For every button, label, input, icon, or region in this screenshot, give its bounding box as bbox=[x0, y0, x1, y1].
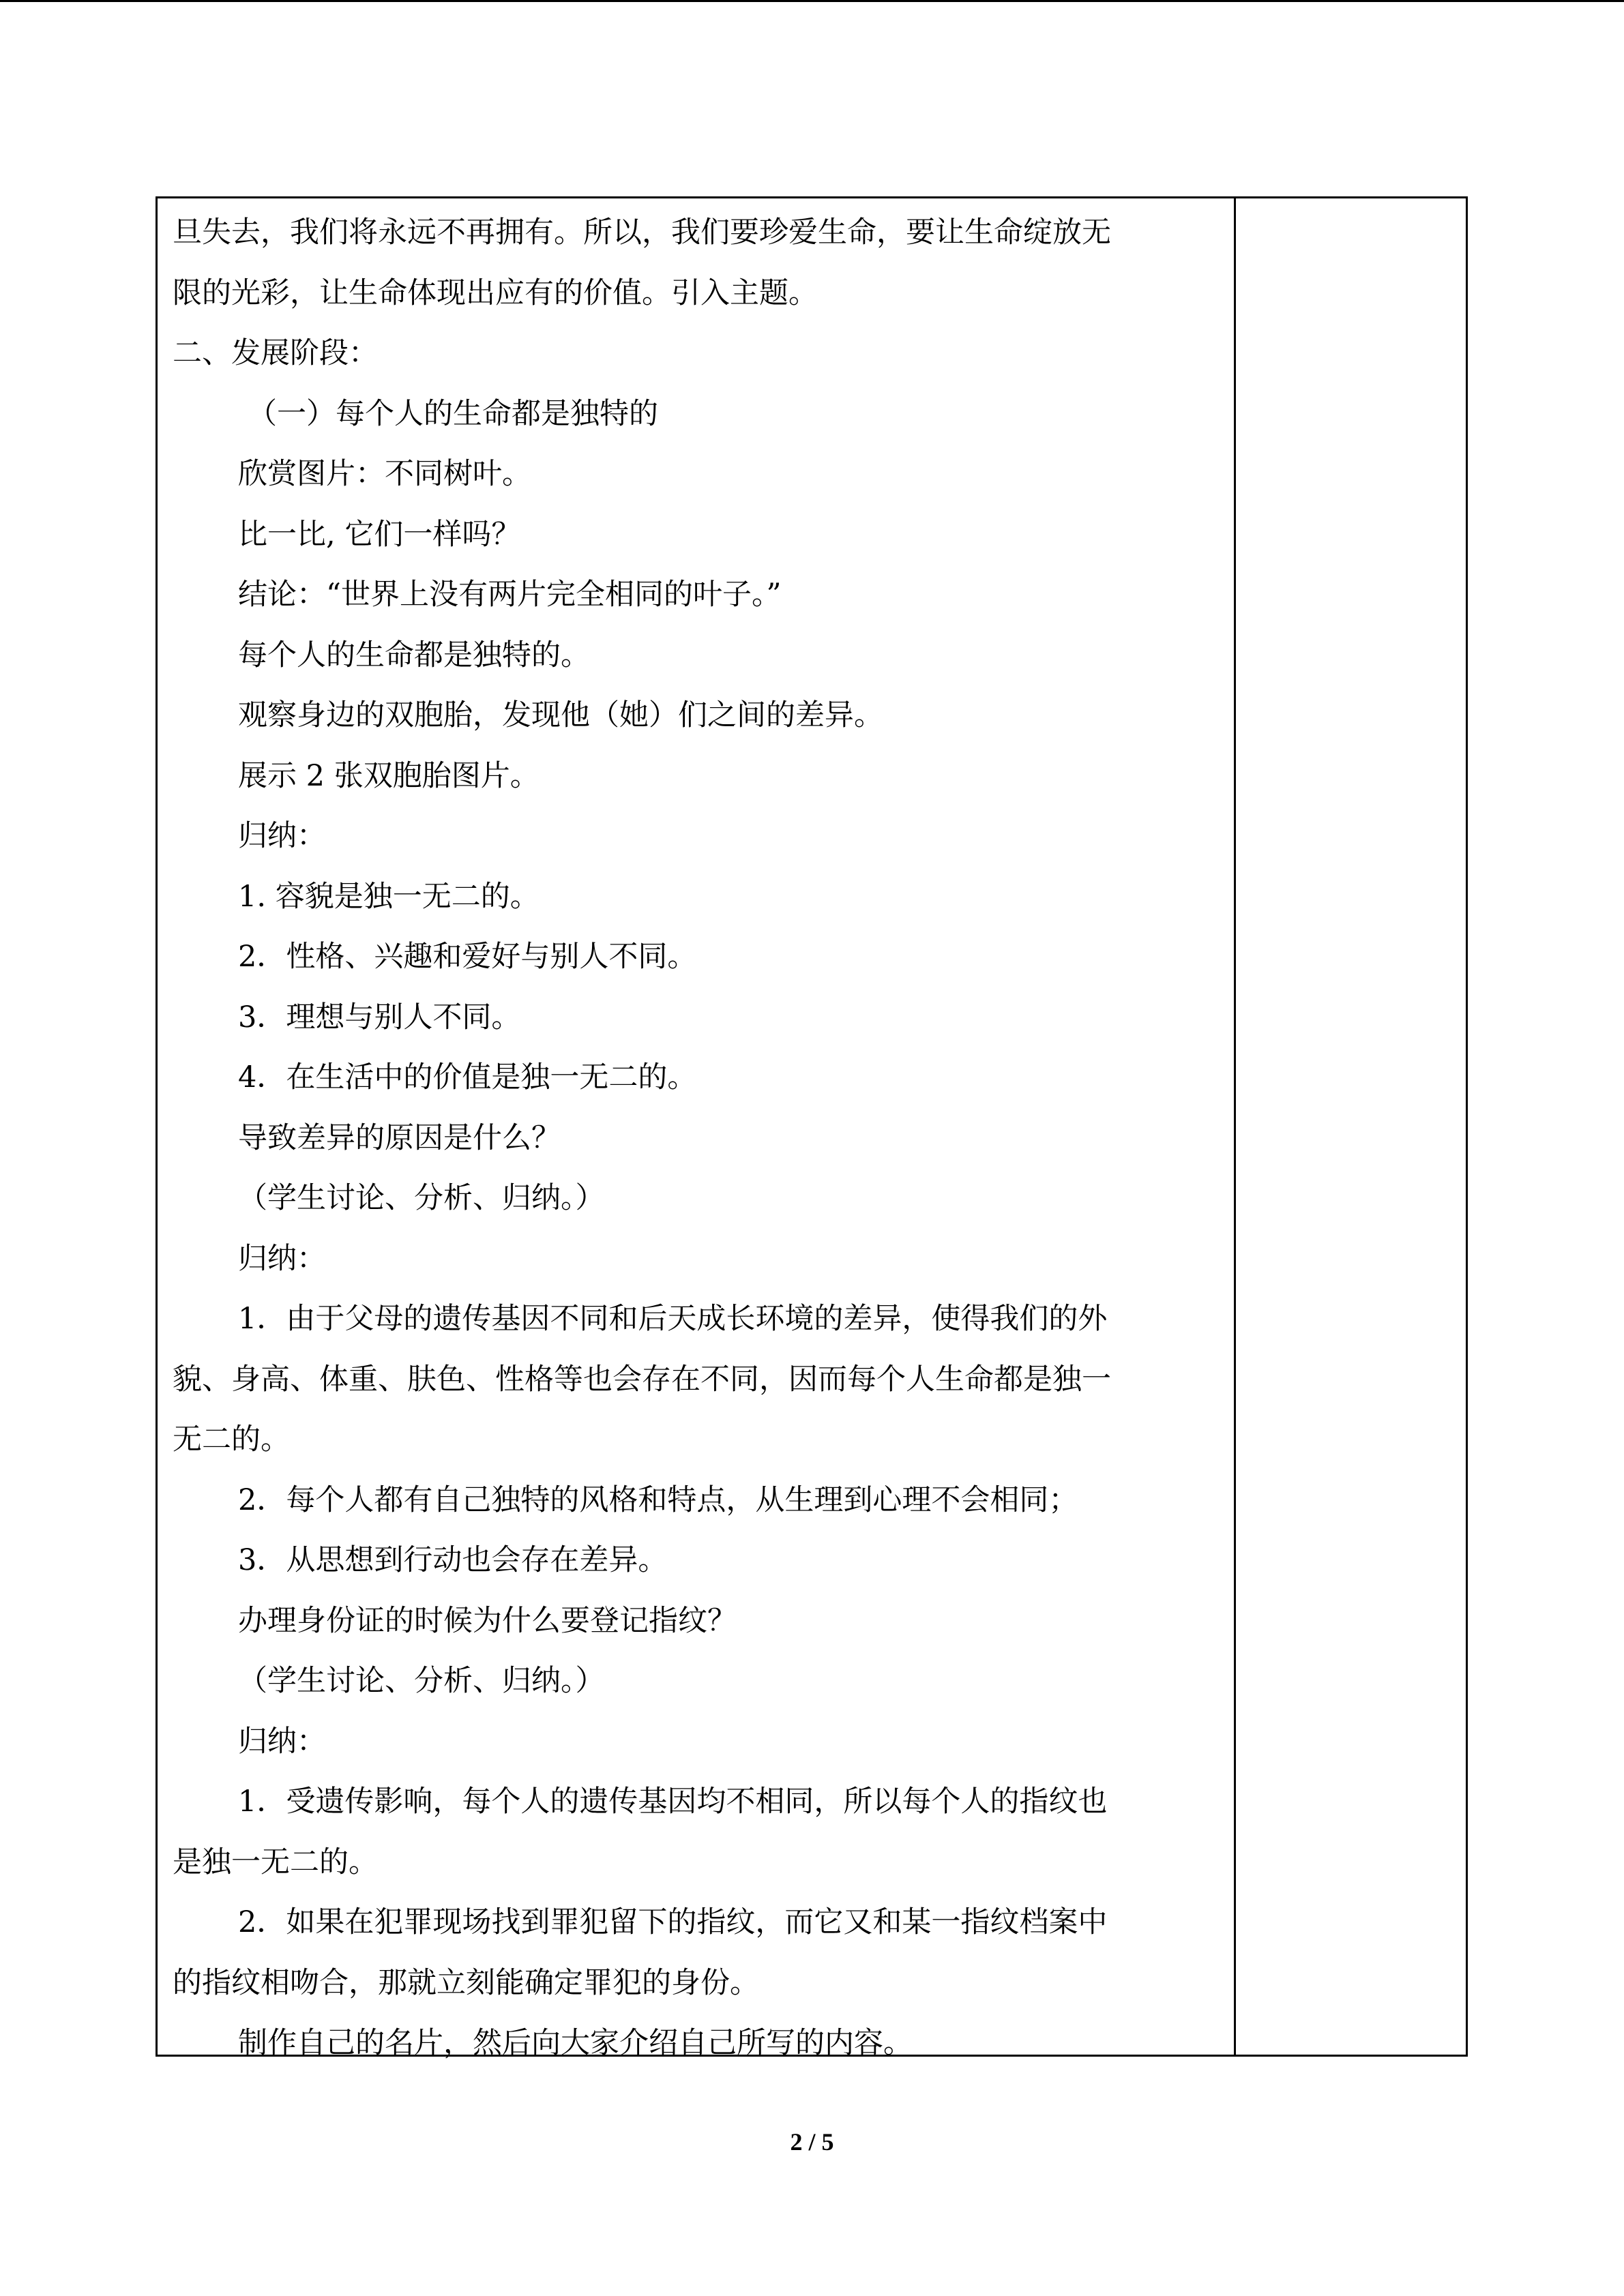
text-line: 比一比, 它们一样吗？ bbox=[238, 517, 521, 552]
text-line: 展示 2 张双胞胎图片。 bbox=[238, 758, 540, 793]
text-line: 旦失去，我们将永远不再拥有。所以，我们要珍爱生命，要让生命绽放无 bbox=[173, 215, 1111, 250]
text-line: 结论：“世界上没有两片完全相同的叶子。” bbox=[238, 578, 782, 612]
text-line: 3．理想与别人不同。 bbox=[238, 1000, 521, 1034]
text-line: 欣赏图片：不同树叶。 bbox=[238, 457, 531, 491]
text-line: 2．每个人都有自己独特的风格和特点，从生理到心理不会相同； bbox=[238, 1482, 1078, 1517]
text-line: 1. 容貌是独一无二的。 bbox=[238, 879, 540, 914]
text-line: 1．受遗传影响，每个人的遗传基因均不相同，所以每个人的指纹也 bbox=[238, 1785, 1108, 1819]
text-line: 办理身份证的时候为什么要登记指纹？ bbox=[238, 1603, 737, 1638]
text-line: 归纳： bbox=[238, 1241, 326, 1276]
top-border-rule bbox=[0, 0, 1624, 2]
text-line: 1．由于父母的遗传基因不同和后天成长环境的差异，使得我们的外 bbox=[238, 1302, 1108, 1336]
text-line: 制作自己的名片，然后向大家介绍自己所写的内容。 bbox=[238, 2026, 913, 2060]
text-line: 2．性格、兴趣和爱好与别人不同。 bbox=[238, 940, 697, 974]
lesson-plan-table bbox=[156, 196, 1468, 2060]
text-line: （学生讨论、分析、归纳。） bbox=[238, 1181, 605, 1215]
text-line: 观察身边的双胞胎，发现他（她）们之间的差异。 bbox=[238, 698, 883, 732]
text-line: 限的光彩，让生命体现出应有的价值。引入主题。 bbox=[173, 275, 818, 310]
page-number: 2 / 5 bbox=[790, 2128, 834, 2156]
text-line: 4．在生活中的价值是独一无二的。 bbox=[238, 1060, 697, 1094]
text-line: 二、发展阶段： bbox=[173, 336, 378, 370]
text-line: 归纳： bbox=[238, 1724, 326, 1759]
text-line: （一）每个人的生命都是独特的 bbox=[248, 396, 658, 431]
text-line: 无二的。 bbox=[173, 1422, 290, 1457]
text-line: 3．从思想到行动也会存在差异。 bbox=[238, 1543, 668, 1577]
text-line: 归纳： bbox=[238, 819, 326, 853]
text-line: （学生讨论、分析、归纳。） bbox=[238, 1664, 605, 1698]
text-line: 是独一无二的。 bbox=[173, 1845, 378, 1879]
notes-cell bbox=[1236, 198, 1466, 2055]
lesson-content-cell bbox=[173, 203, 1223, 2074]
text-line: 导致差异的原因是什么？ bbox=[238, 1120, 561, 1155]
text-line: 貌、身高、体重、肤色、性格等也会存在不同，因而每个人生命都是独一 bbox=[173, 1362, 1111, 1397]
text-line: 的指纹相吻合，那就立刻能确定罪犯的身份。 bbox=[173, 1965, 759, 2000]
text-line: 每个人的生命都是独特的。 bbox=[238, 638, 590, 672]
text-line: 2．如果在犯罪现场找到罪犯留下的指纹，而它又和某一指纹档案中 bbox=[238, 1905, 1108, 1939]
